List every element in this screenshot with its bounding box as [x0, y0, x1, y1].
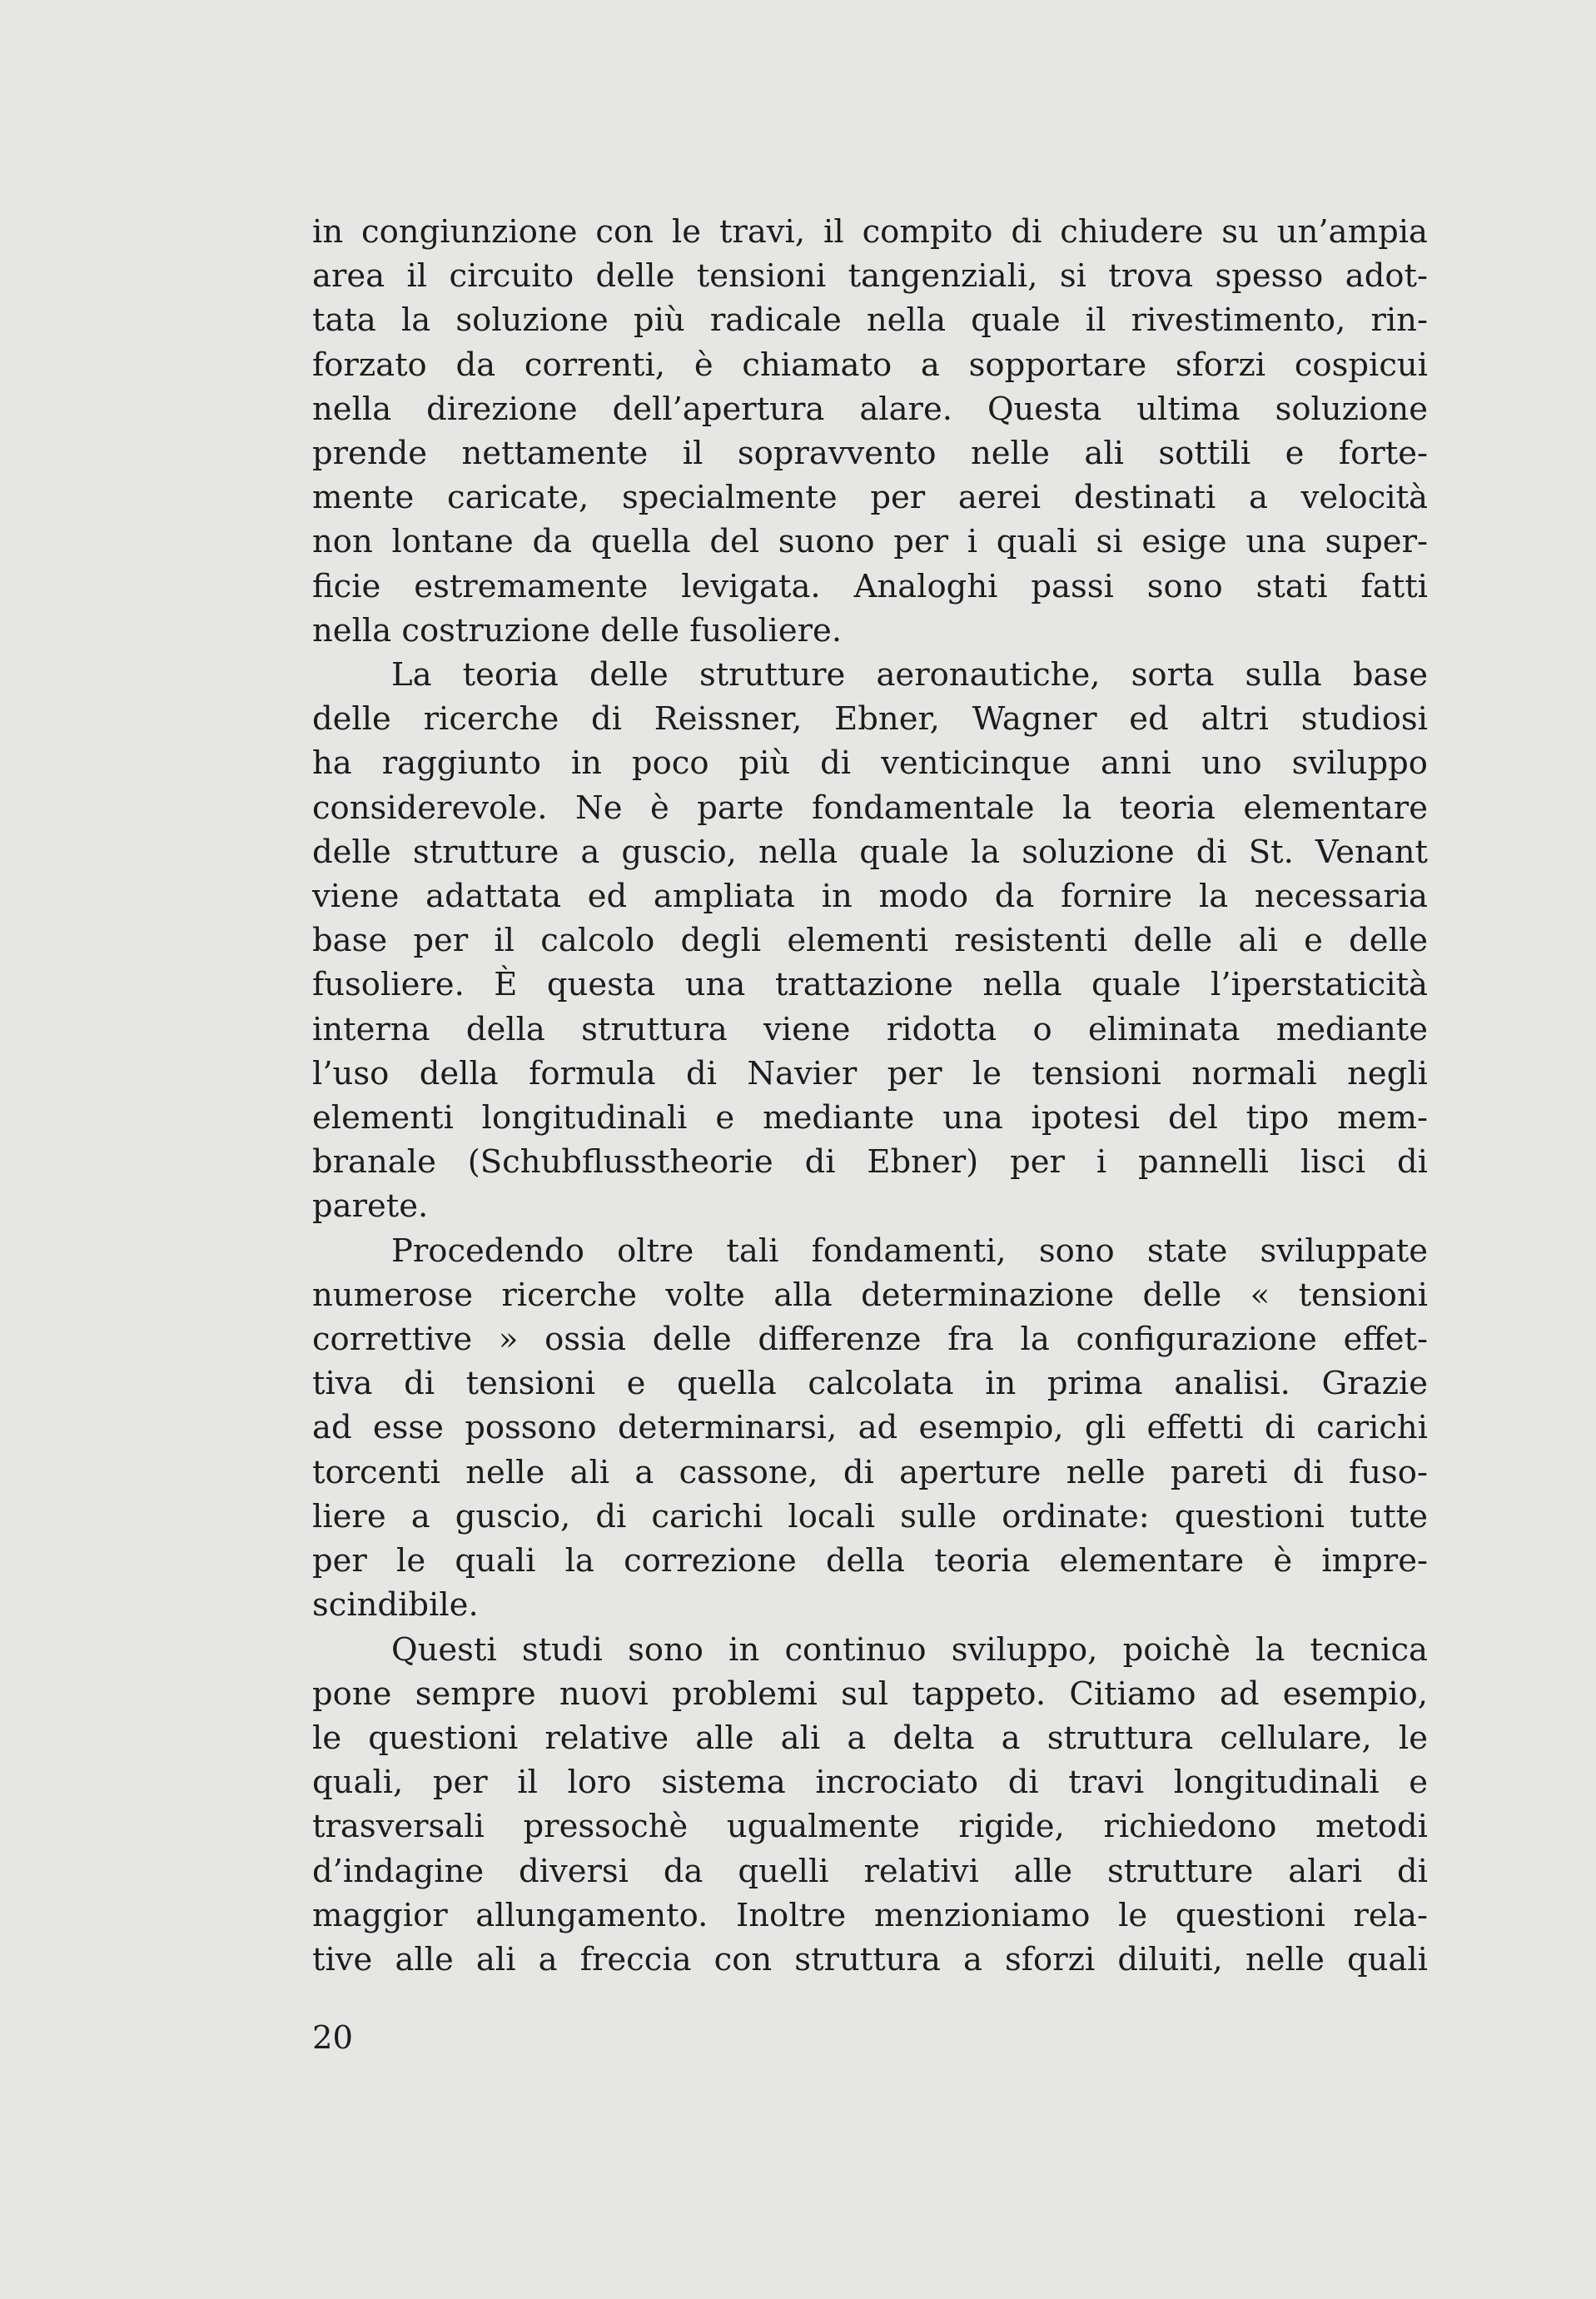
paragraph [312, 1229, 1428, 1628]
text-line: ha raggiunto in poco più di venticinque anni uno sviluppo [312, 744, 1428, 783]
page-number: 20 [312, 2019, 353, 2057]
text-line: area il circuito delle tensioni tangenziali, si trova spesso adot- [312, 257, 1428, 296]
text-line: interna della struttura viene ridotta o eliminata mediante [312, 1010, 1428, 1048]
text-line: considerevole. Ne è parte fondamentale la teoria elementare [312, 789, 1428, 827]
text-line: numerose ricerche volte alla determinazione delle « tensioni [312, 1276, 1428, 1314]
text-line: fusoliere. È questa una trattazione nella quale l’iperstaticità [312, 966, 1428, 1004]
text-line: tive alle ali a freccia con struttura a sforzi diluiti, nelle quali [312, 1940, 1428, 1978]
text-line: ad esse possono determinarsi, ad esempio, gli effetti di carichi [312, 1409, 1428, 1447]
text-line: delle strutture a guscio, nella quale la soluzione di St. Venant [312, 833, 1428, 871]
text-line: in congiunzione con le travi, il compito di chiudere su un’ampia [312, 213, 1428, 251]
text-line: nella direzione dell’apertura alare. Questa ultima soluzione [312, 390, 1428, 428]
text-line: correttive » ossia delle differenze fra la configurazione effet- [312, 1321, 1428, 1359]
text-line: trasversali pressochè ugualmente rigide, richiedono metodi [312, 1808, 1428, 1846]
text-line: torcenti nelle ali a cassone, di aperture nelle pareti di fuso- [312, 1453, 1428, 1491]
text-line: ficie estremamente levigata. Analoghi passi sono stati fatti [312, 567, 1428, 605]
text-line: parete. [312, 1187, 429, 1226]
text-line: d’indagine diversi da quelli relativi alle strutture alari di [312, 1852, 1428, 1890]
text-line: Procedendo oltre tali fondamenti, sono state sviluppate [391, 1232, 1428, 1270]
text-line: nella costruzione delle fusoliere. [312, 611, 843, 649]
text-line: Questi studi sono in continuo sviluppo, poichè la tecnica [391, 1630, 1428, 1669]
text-line: delle ricerche di Reissner, Ebner, Wagner ed altri studiosi [312, 700, 1428, 739]
text-line: l’uso della formula di Navier per le tensioni normali negli [312, 1054, 1428, 1092]
text-line: liere a guscio, di carichi locali sulle ordinate: questioni tutte [312, 1497, 1428, 1535]
text-line: per le quali la correzione della teoria elementare è impre- [312, 1542, 1428, 1580]
paragraph [312, 1628, 1428, 1983]
text-line: base per il calcolo degli elementi resistenti delle ali e delle [312, 922, 1428, 960]
text-line: prende nettamente il sopravvento nelle ali sottili e forte- [312, 435, 1428, 473]
text-line: tiva di tensioni e quella calcolata in prima analisi. Grazie [312, 1365, 1428, 1403]
paragraph [312, 210, 1428, 653]
text-line: elementi longitudinali e mediante una ipotesi del tipo mem- [312, 1099, 1428, 1137]
text-line: scindibile. [312, 1586, 479, 1625]
text-line: quali, per il loro sistema incrociato di travi longitudinali e [312, 1764, 1428, 1802]
text-line: non lontane da quella del suono per i quali si esige una super- [312, 523, 1428, 561]
paragraph [312, 653, 1428, 1229]
text-line: viene adattata ed ampliata in modo da fornire la necessaria [312, 878, 1428, 916]
text-line: La teoria delle strutture aeronautiche, sorta sulla base [391, 656, 1428, 694]
body-text [312, 210, 1428, 1982]
text-line: forzato da correnti, è chiamato a sopportare sforzi cospicui [312, 346, 1428, 384]
text-line: le questioni relative alle ali a delta a struttura cellulare, le [312, 1719, 1428, 1757]
text-line: tata la soluzione più radicale nella quale il rivestimento, rin- [312, 301, 1428, 340]
text-line: maggior allungamento. Inoltre menzioniamo le questioni rela- [312, 1896, 1428, 1934]
text-line: pone sempre nuovi problemi sul tappeto. Citiamo ad esempio, [312, 1674, 1428, 1713]
text-line: branale (Schubflusstheorie di Ebner) per i pannelli lisci di [312, 1143, 1428, 1182]
text-line: mente caricate, specialmente per aerei destinati a velocità [312, 479, 1428, 517]
